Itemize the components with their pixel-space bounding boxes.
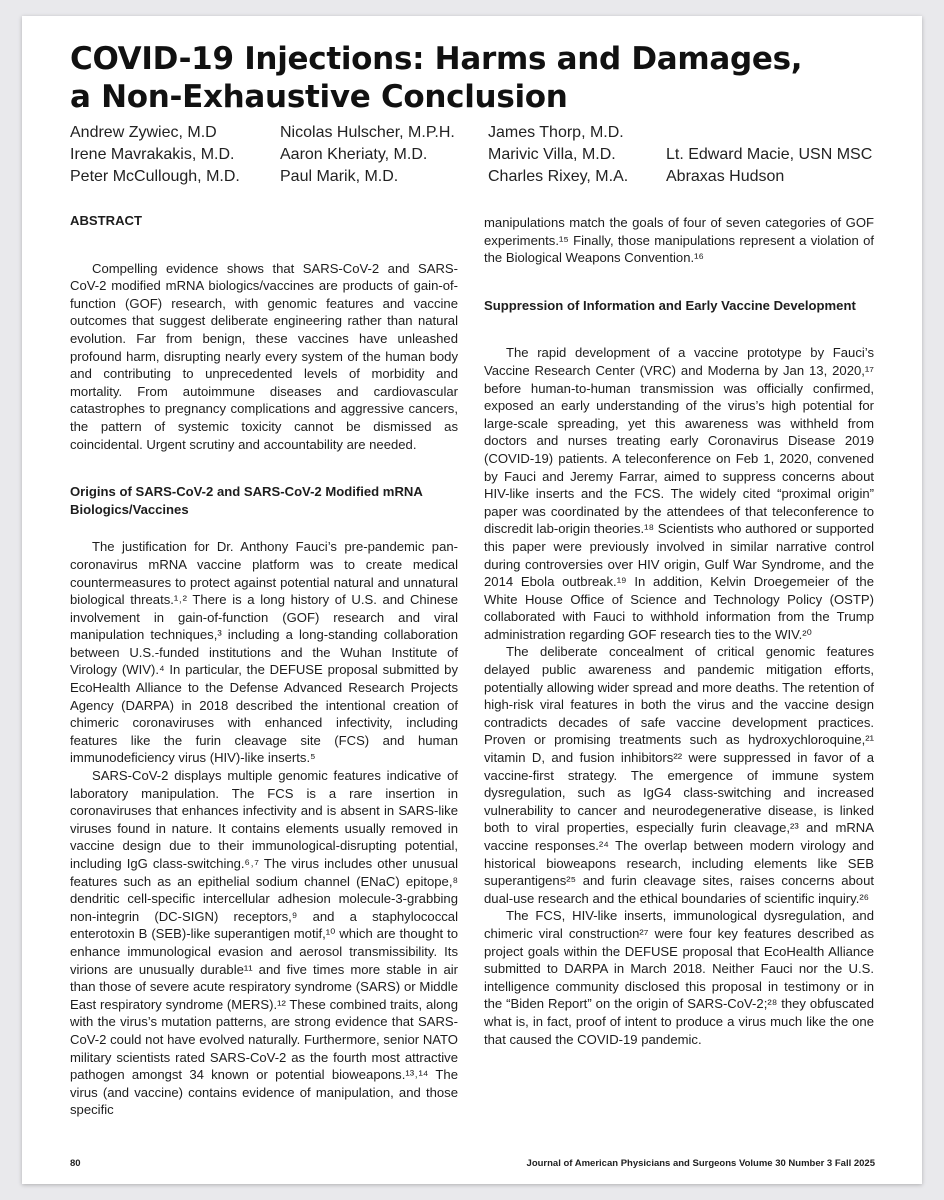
author-column-1: [70, 122, 240, 188]
author-name: Andrew Zywiec, M.D: [70, 124, 217, 141]
article-title: [70, 40, 890, 116]
body-paragraph: The justification for Dr. Anthony Fauci’s pre-pandemic pan-coronavirus mRNA vaccine platform was to create medical countermeasures to protect against potential natural and unnatural biological threats.¹˒² There is a long history of U.S. and Chinese involvement in gain-of-function (GOF) research and viral manipulation techniques,³ including a long-standing collaboration between U.S.-funded institutions and the Wuhan Institute of Virology (WIV).⁴ In particular, the DEFUSE proposal submitted by EcoHealth Alliance to the Defense Advanced Research Projects Agency (DARPA) in 2018 described the intentional creation of chimeric coronaviruses with enhanced infectivity, including features like the furin cleavage site (FCS) and human immunodeficiency virus (HIV)-like inserts.⁵: [70, 539, 458, 766]
author-name: Peter McCullough, M.D.: [70, 168, 240, 185]
body-paragraph: The deliberate concealment of critical genomic features delayed public awareness and pandemic mitigation efforts, potentially allowing wider spread and more deaths. The retention of high-risk viral features in both the virus and the vaccine design contradicts decades of safe vaccine development practices. Proven or promising treatments such as hydroxychloroquine,²¹ vitamin D, and fusion inhibitors²² were suppressed in favor of a vaccine-first strategy. The emergence of immune system dysregulation, such as IgG4 class-switching and increased vulnerability to cancer and neurodegenerative disease, is linked both to viral properties, especially furin cleavage,²³ and mRNA vaccine responses.²⁴ The overlap between modern virology and historical bioweapons research, including elements like SEB superantigens²⁵ and furin cleavage sites, raises concerns about dual-use research and the ethical boundaries of scientific inquiry.²⁶: [484, 644, 874, 906]
journal-citation: Journal of American Physicians and Surgeons Volume 30 Number 3 Fall 2025: [526, 1158, 875, 1169]
author-name: Nicolas Hulscher, M.P.H.: [280, 124, 455, 141]
abstract-text: Compelling evidence shows that SARS-CoV-2 and SARS-CoV-2 modified mRNA biologics/vaccines are products of gain-of-function (GOF) research, with genomic features and vaccine outcomes that suggest deliberate engineering rather than natural evolution. Far from benign, these vaccines have unleashed profound harm, disrupting nearly every system of the human body and contributing to unprecedented levels of morbidity and mortality. From autoimmune diseases and cardiovascular catastrophes to pregnancy complications and aggressive cancers, the pattern of systemic toxicity cannot be dismissed as coincidental. Urgent scrutiny and accountability are needed.: [70, 260, 458, 452]
author-name: Lt. Edward Macie, USN MSC: [666, 146, 873, 163]
author-name: Marivic Villa, M.D.: [488, 146, 616, 163]
abstract-heading: ABSTRACT: [70, 213, 143, 228]
author-column-3: [488, 122, 628, 188]
page-number: 80: [70, 1158, 81, 1169]
journal-page: [22, 16, 922, 1184]
title-line-1: COVID-19 Injections: Harms and Damages,: [70, 41, 803, 77]
author-name: Charles Rixey, M.A.: [488, 168, 629, 185]
body-paragraph: The FCS, HIV-like inserts, immunological dysregulation, and chimeric viral construction²⁷ were four key features described as project goals within the DEFUSE proposal that EcoHealth Alliance submitted to DARPA in March 2018. Neither Fauci nor the U.S. intelligence community disclosed this proposal in testimony or in the “Biden Report” on the origin of SARS-CoV-2;²⁸ they obfuscated what is, in fact, proof of intent to produce a virus much like the one that caused the COVID-19 pandemic.: [484, 908, 874, 1047]
origins-heading: Origins of SARS-CoV-2 and SARS-CoV-2 Modified mRNA Biologics/Vaccines: [70, 484, 423, 517]
author-column-4: [666, 144, 872, 188]
author-name: Aaron Kheriaty, M.D.: [280, 146, 428, 163]
title-line-2: a Non-Exhaustive Conclusion: [70, 79, 568, 115]
author-name: Abraxas Hudson: [666, 168, 785, 185]
right-column: [484, 214, 874, 1048]
author-column-2: [280, 122, 455, 188]
left-column: [70, 212, 458, 1119]
body-paragraph: manipulations match the goals of four of seven categories of GOF experiments.¹⁵ Finally, those manipulations represent a violation of the Biological Weapons Convention.¹⁶: [484, 215, 874, 266]
body-paragraph: The rapid development of a vaccine prototype by Fauci’s Vaccine Research Center (VRC) and Moderna by Jan 13, 2020,¹⁷ before human-to-human transmission was officially confirmed, exposed an early understanding of the virus’s high potential for large-scale spreading, yet this awareness was withheld from doctors and nurses treating early Coronavirus Disease 2019 (COVID-19) patients. A teleconference on Feb 1, 2020, convened by Fauci and Jeremy Farrar, aimed to suppress concerns about HIV-like inserts and the FCS. The widely cited “proximal origin” paper was coordinated by the attendees of that teleconference to discredit lab-origin theories.¹⁸ Scientists who authored or supported this paper were previously involved in similar narrative control during controversies over HIV origin, Gulf War Syndrome, and the 2014 Ebola outbreak.¹⁹ In addition, Kelvin Droegemeier of the White House Office of Science and Technology Policy (OSTP) collaborated with Fauci to withhold information from the Trump administration regarding GOF research ties to the WIV.²⁰: [484, 345, 874, 642]
author-name: James Thorp, M.D.: [488, 124, 624, 141]
body-paragraph: SARS-CoV-2 displays multiple genomic features indicative of laboratory manipulation. The FCS is a rare insertion in coronaviruses that enhances infectivity and is absent in SARS-like viruses found in nature. It contains elements usually removed in vaccine design due to their immunological-disrupting potential, including IgG class-switching.⁶˒⁷ The virus includes other unusual features such as an epithelial sodium channel (ENaC) epitope,⁸ dendritic cell-specific intercellular adhesion molecule-3-grabbing non-integrin (DC-SIGN) receptors,⁹ and a staphylococcal enterotoxin B (SEB)-like superantigen motif,¹⁰ which are thought to enhance immunological evasion and aerosol transmissibility. Its virions are unusually durable¹¹ and five times more stable in air than those of severe acute respiratory syndrome (SARS) or Middle East respiratory syndrome (MERS).¹² These combined traits, along with the virus’s mutation patterns, are strong evidence that SARS-CoV-2 could not have evolved naturally. Furthermore, senior NATO military scientists rated SARS-CoV-2 as the fourth most attractive pathogen amongst 34 known or potential bioweapons.¹³˒¹⁴ The virus (and vaccine) contains evidence of manipulation, and those specific: [70, 768, 458, 1118]
suppression-heading: Suppression of Information and Early Vaccine Development: [484, 297, 856, 313]
author-name: Paul Marik, M.D.: [280, 168, 399, 185]
author-name: Irene Mavrakakis, M.D.: [70, 146, 235, 163]
